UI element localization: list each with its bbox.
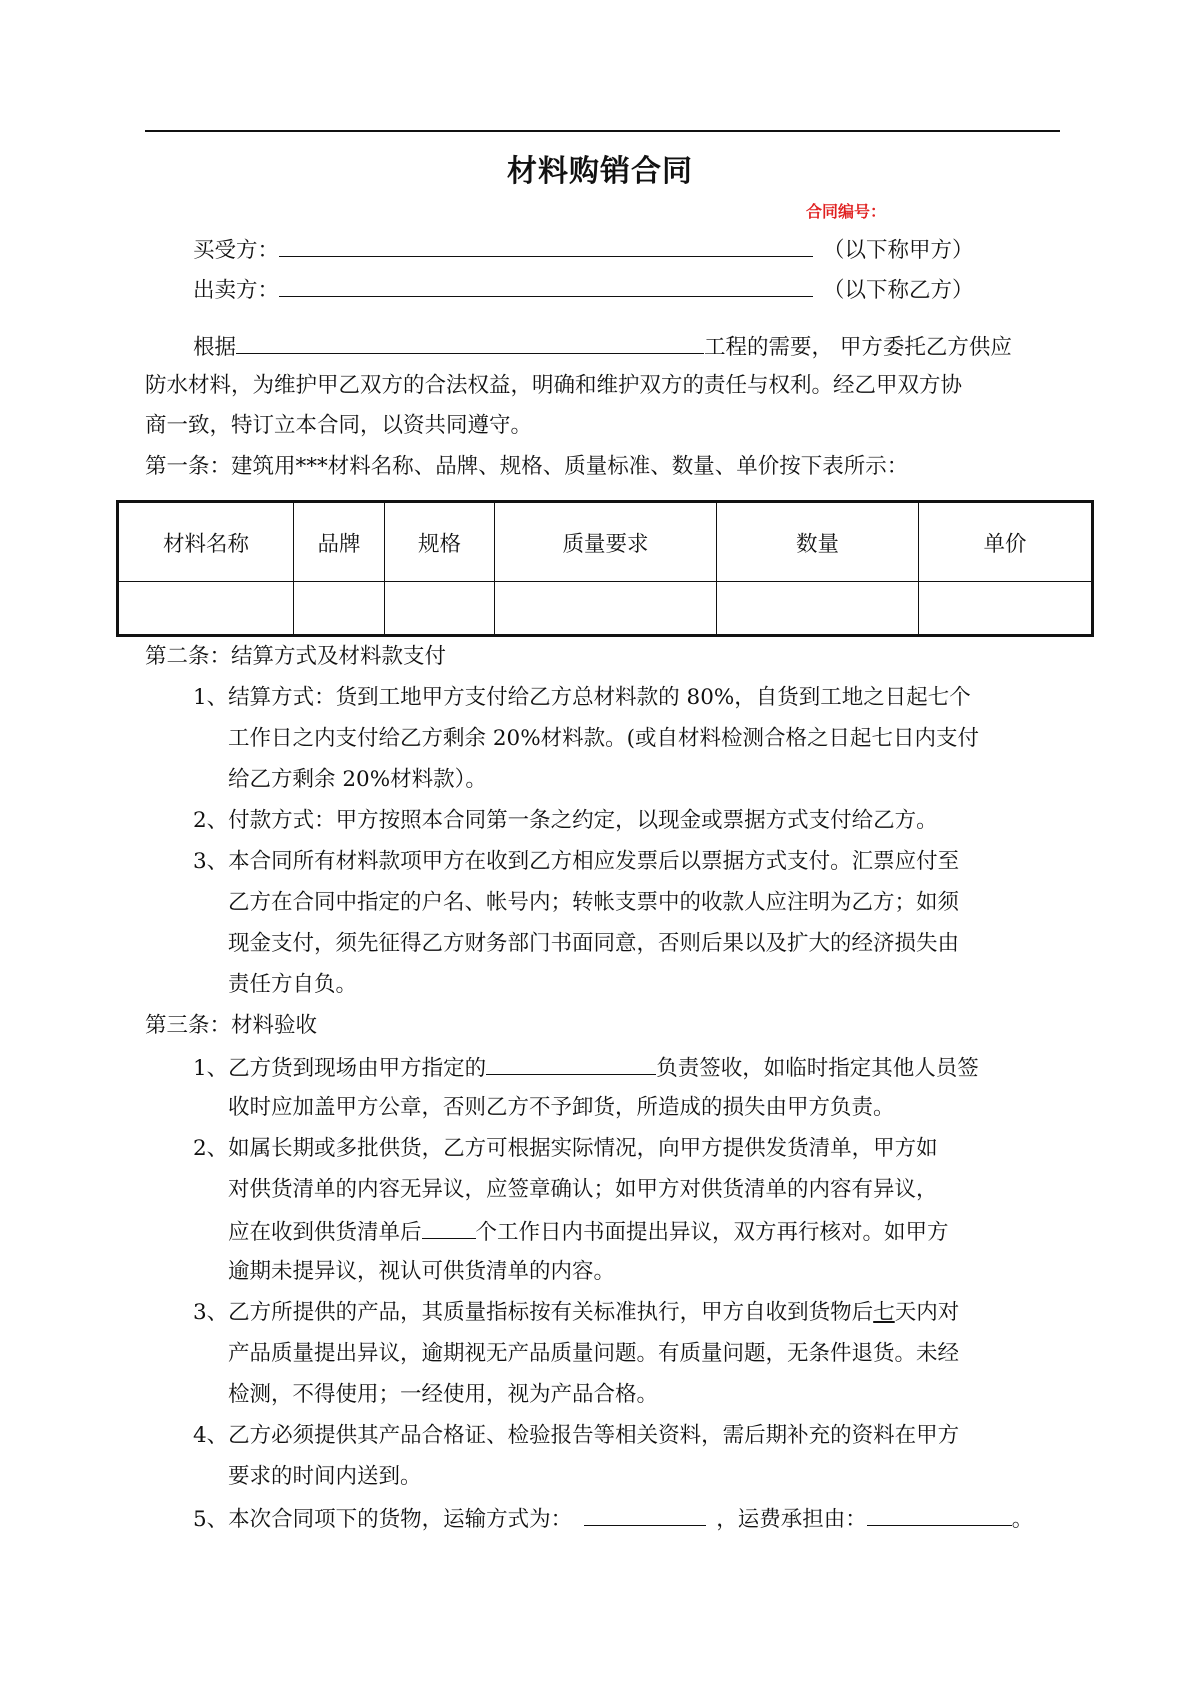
header-spec: 规格 bbox=[385, 502, 495, 582]
seller-line bbox=[193, 274, 974, 306]
article-3-heading: 第三条：材料验收 bbox=[145, 1013, 318, 1038]
buyer-line bbox=[193, 234, 974, 266]
article-2-item2: 2、付款方式：甲方按照本合同第一条之约定，以现金或票据方式支付给乙方。 bbox=[193, 808, 938, 833]
header-quantity: 数量 bbox=[717, 502, 919, 582]
table-header-row bbox=[118, 502, 1093, 582]
header-unit-price: 单价 bbox=[919, 502, 1093, 582]
cell-spec[interactable] bbox=[385, 582, 495, 636]
article-3-item2-line4: 逾期未提异议，视认可供货清单的内容。 bbox=[228, 1259, 616, 1284]
article-1: 第一条：建筑用***材料名称、品牌、规格、质量标准、数量、单价按下表所示： bbox=[145, 454, 909, 479]
item5-text-b: ，运费承担由： bbox=[716, 1507, 867, 1532]
article-3-item5 bbox=[193, 1503, 1033, 1535]
article-3-item3-line3: 检测，不得使用；一经使用，视为产品合格。 bbox=[228, 1382, 659, 1407]
transport-blank[interactable] bbox=[584, 1503, 706, 1526]
item2-text-b: 个工作日内书面提出异议，双方再行核对。如甲方 bbox=[475, 1220, 949, 1245]
cell-brand[interactable] bbox=[294, 582, 385, 636]
project-blank[interactable] bbox=[236, 331, 704, 354]
cell-material-name[interactable] bbox=[118, 582, 294, 636]
article-2-item1-line1: 1、结算方式：货到工地甲方支付给乙方总材料款的 80%，自货到工地之日起七个 bbox=[193, 685, 971, 710]
item1-text-a: 1、乙方货到现场由甲方指定的 bbox=[193, 1056, 487, 1081]
freight-blank[interactable] bbox=[867, 1503, 1012, 1526]
article-2-item1-line2: 工作日之内支付给乙方剩余 20%材料款。(或自材料检测合格之日起七日内支付 bbox=[228, 726, 980, 751]
buyer-label: 买受方： bbox=[193, 238, 280, 263]
article-3-item2-line1: 2、如属长期或多批供货，乙方可根据实际情况，向甲方提供发货清单，甲方如 bbox=[193, 1136, 938, 1161]
article-3-item4-line2: 要求的时间内送到。 bbox=[228, 1464, 422, 1489]
article-3-item3-line2: 产品质量提出异议，逾期视无产品质量问题。有质量问题，无条件退货。未经 bbox=[228, 1341, 960, 1366]
item2-text-a: 应在收到供货清单后 bbox=[228, 1220, 422, 1245]
item3-days-value: 七 bbox=[873, 1300, 895, 1325]
article-3-item3-line1 bbox=[193, 1298, 959, 1328]
buyer-blank[interactable] bbox=[279, 234, 813, 257]
item1-text-b: 负责签收，如临时指定其他人员签 bbox=[656, 1056, 979, 1081]
intro-prefix: 根据 bbox=[193, 335, 237, 360]
document-title: 材料购销合同 bbox=[507, 154, 693, 189]
article-2-item3-line1: 3、本合同所有材料款项甲方在收到乙方相应发票后以票据方式支付。汇票应付至 bbox=[193, 849, 960, 874]
seller-suffix: （以下称乙方） bbox=[823, 278, 974, 303]
header-brand: 品牌 bbox=[294, 502, 385, 582]
article-2-item1-line3: 给乙方剩余 20%材料款）。 bbox=[228, 767, 487, 792]
article-3-item2-line3 bbox=[228, 1216, 949, 1248]
intro-line-3: 商一致，特订立本合同，以资共同遵守。 bbox=[145, 413, 533, 438]
article-3-item4-line1: 4、乙方必须提供其产品合格证、检验报告等相关资料，需后期补充的资料在甲方 bbox=[193, 1423, 960, 1448]
cell-quantity[interactable] bbox=[717, 582, 919, 636]
article-2-item3-line2: 乙方在合同中指定的户名、帐号内；转帐支票中的收款人应注明为乙方；如须 bbox=[228, 890, 960, 915]
intro-rest: 工程的需要， 甲方委托乙方供应 bbox=[704, 335, 1012, 360]
materials-table bbox=[116, 500, 1094, 637]
top-rule bbox=[145, 130, 1060, 132]
header-material-name: 材料名称 bbox=[118, 502, 294, 582]
header-quality: 质量要求 bbox=[495, 502, 717, 582]
item5-text-a: 5、本次合同项下的货物，运输方式为： bbox=[193, 1507, 573, 1532]
article-3-item1-line1 bbox=[193, 1052, 979, 1084]
article-2-heading: 第二条：结算方式及材料款支付 bbox=[145, 644, 447, 669]
seller-label: 出卖方： bbox=[193, 278, 280, 303]
article-3-item1-line2: 收时应加盖甲方公章，否则乙方不予卸货，所造成的损失由甲方负责。 bbox=[228, 1095, 895, 1120]
contract-number-label: 合同编号： bbox=[806, 202, 887, 221]
table-row bbox=[118, 582, 1093, 636]
article-3-item2-line2: 对供货清单的内容无异议，应签章确认；如甲方对供货清单的内容有异议， bbox=[228, 1177, 938, 1202]
cell-quality[interactable] bbox=[495, 582, 717, 636]
intro-line-1 bbox=[193, 331, 1012, 363]
item5-period: 。 bbox=[1011, 1507, 1034, 1532]
article-2-item3-line4: 责任方自负。 bbox=[228, 972, 358, 997]
item3-text-a: 3、乙方所提供的产品，其质量指标按有关标准执行，甲方自收到货物后 bbox=[193, 1300, 874, 1325]
buyer-suffix: （以下称甲方） bbox=[823, 238, 974, 263]
intro-line-2: 防水材料，为维护甲乙双方的合法权益，明确和维护双方的责任与权利。经乙甲双方协 bbox=[145, 373, 963, 398]
seller-blank[interactable] bbox=[279, 274, 813, 297]
article-2-item3-line3: 现金支付，须先征得乙方财务部门书面同意，否则后果以及扩大的经济损失由 bbox=[228, 931, 960, 956]
cell-unit-price[interactable] bbox=[919, 582, 1093, 636]
workdays-blank[interactable] bbox=[422, 1216, 476, 1239]
item3-text-b: 天内对 bbox=[894, 1300, 960, 1325]
receiver-blank[interactable] bbox=[486, 1052, 656, 1075]
